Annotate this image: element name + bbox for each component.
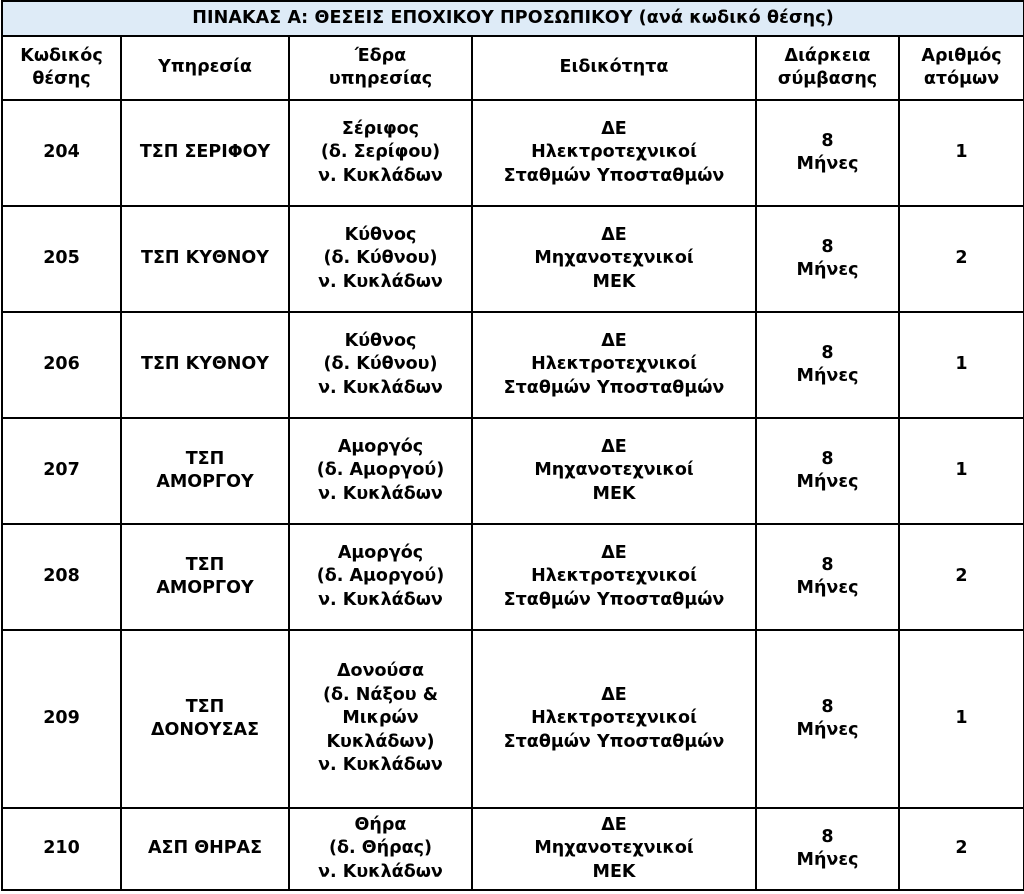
cell-seat-line: Κύθνος: [344, 330, 417, 351]
cell-seat-line: ν. Κυκλάδων: [318, 377, 443, 398]
cell-code: 204: [2, 100, 121, 206]
cell-seat-line: (δ. Θήρας): [328, 838, 433, 859]
cell-service-line: ΑΣΠ ΘΗΡΑΣ: [147, 838, 263, 859]
cell-duration-line: 8: [821, 236, 834, 257]
table-row: [2, 206, 1024, 312]
cell-seat-line: Αμοργός: [337, 436, 424, 457]
cell-specialty: [472, 524, 756, 630]
cell-specialty-line: Ηλεκτροτεχνικοί: [531, 566, 697, 587]
cell-specialty-line: ΔΕ: [601, 684, 627, 705]
cell-duration: [756, 418, 899, 524]
table-row: [2, 630, 1024, 808]
cell-specialty-line: ΜΕΚ: [592, 271, 636, 292]
cell-seat-line: Μικρών: [342, 708, 419, 729]
header-service: Υπηρεσία: [121, 36, 289, 100]
cell-service-line: ΤΣΠ: [185, 696, 225, 717]
cell-seat-line: ν. Κυκλάδων: [318, 755, 443, 776]
table-row: [2, 100, 1024, 206]
cell-service: [121, 808, 289, 890]
cell-specialty-line: Ηλεκτροτεχνικοί: [531, 354, 697, 375]
cell-seat-line: Κυκλάδων): [326, 731, 435, 752]
cell-specialty-line: Μηχανοτεχνικοί: [534, 460, 694, 481]
cell-seat-line: Δονούσα: [337, 661, 424, 682]
cell-code: 205: [2, 206, 121, 312]
cell-service: [121, 100, 289, 206]
cell-specialty: [472, 206, 756, 312]
cell-service: [121, 524, 289, 630]
cell-specialty-line: Σταθμών Υποσταθμών: [503, 377, 725, 398]
table-row: [2, 312, 1024, 418]
cell-seat-line: (δ. Αμοργού): [316, 460, 445, 481]
cell-duration-line: 8: [821, 342, 834, 363]
table-title: ΠΙΝΑΚΑΣ Α: ΘΕΣΕΙΣ ΕΠΟΧΙΚΟΥ ΠΡΟΣΩΠΙΚΟΥ (ανά κωδικό θέσης): [2, 1, 1024, 36]
cell-service-line: ΤΣΠ ΣΕΡΙΦΟΥ: [139, 142, 271, 163]
cell-duration: [756, 100, 899, 206]
cell-specialty-line: ΜΕΚ: [592, 861, 636, 882]
cell-specialty-line: Μηχανοτεχνικοί: [534, 248, 694, 269]
cell-seat: [289, 206, 472, 312]
table-row: [2, 808, 1024, 890]
cell-specialty-line: ΔΕ: [601, 330, 627, 351]
cell-specialty-line: Ηλεκτροτεχνικοί: [531, 142, 697, 163]
cell-duration-line: Μήνες: [796, 720, 859, 740]
cell-duration-line: 8: [821, 448, 834, 469]
cell-specialty: [472, 630, 756, 808]
table-row: [2, 524, 1024, 630]
cell-count: 1: [899, 418, 1024, 524]
cell-duration-line: 8: [821, 696, 834, 717]
cell-seat-line: Κύθνος: [344, 224, 417, 245]
cell-specialty: [472, 312, 756, 418]
cell-seat-line: (δ. Νάξου &: [323, 684, 438, 705]
cell-code: 206: [2, 312, 121, 418]
cell-duration: [756, 524, 899, 630]
cell-seat: [289, 524, 472, 630]
cell-duration-line: Μήνες: [796, 366, 859, 386]
cell-service: [121, 630, 289, 808]
header-count: Αριθμός ατόμων: [899, 36, 1024, 100]
cell-duration-line: Μήνες: [796, 260, 859, 280]
cell-duration-line: Μήνες: [796, 850, 859, 870]
header-seat: Έδρα υπηρεσίας: [289, 36, 472, 100]
cell-service-line: ΤΣΠ ΚΥΘΝΟΥ: [141, 354, 269, 375]
table-row: [2, 418, 1024, 524]
cell-duration-line: Μήνες: [796, 154, 859, 174]
cell-seat-line: Αμοργός: [337, 542, 424, 563]
cell-specialty-line: Σταθμών Υποσταθμών: [503, 165, 725, 186]
cell-code: 210: [2, 808, 121, 890]
cell-specialty: [472, 100, 756, 206]
cell-service-line: ΑΜΟΡΓΟΥ: [156, 578, 254, 598]
cell-seat-line: (δ. Σερίφου): [320, 142, 441, 163]
cell-specialty-line: ΔΕ: [601, 118, 627, 139]
cell-code: 209: [2, 630, 121, 808]
cell-specialty-line: Ηλεκτροτεχνικοί: [531, 708, 697, 729]
cell-count: 1: [899, 100, 1024, 206]
cell-specialty: [472, 418, 756, 524]
cell-count: 1: [899, 630, 1024, 808]
cell-service-line: ΤΣΠ: [185, 554, 225, 575]
cell-duration-line: 8: [821, 826, 834, 847]
cell-seat-line: (δ. Αμοργού): [316, 566, 445, 587]
cell-seat-line: ν. Κυκλάδων: [318, 165, 443, 186]
cell-service-line: ΔΟΝΟΥΣΑΣ: [150, 720, 260, 740]
cell-duration: [756, 206, 899, 312]
cell-code: 207: [2, 418, 121, 524]
cell-seat-line: ν. Κυκλάδων: [318, 271, 443, 292]
table-body: [2, 100, 1024, 890]
cell-duration: [756, 808, 899, 890]
cell-seat-line: Σέριφος: [341, 118, 420, 139]
cell-duration: [756, 630, 899, 808]
cell-service-line: ΤΣΠ: [185, 448, 225, 469]
cell-duration-line: 8: [821, 130, 834, 151]
cell-seat: [289, 100, 472, 206]
cell-duration-line: 8: [821, 554, 834, 575]
cell-specialty-line: ΜΕΚ: [592, 483, 636, 504]
cell-seat-line: (δ. Κύθνου): [323, 354, 438, 375]
cell-seat: [289, 418, 472, 524]
cell-seat: [289, 808, 472, 890]
cell-count: 2: [899, 206, 1024, 312]
header-code: Κωδικός θέσης: [2, 36, 121, 100]
cell-specialty-line: ΔΕ: [601, 436, 627, 457]
cell-duration-line: Μήνες: [796, 472, 859, 492]
cell-service: [121, 206, 289, 312]
cell-service-line: ΑΜΟΡΓΟΥ: [156, 472, 254, 492]
cell-seat-line: ν. Κυκλάδων: [318, 861, 443, 882]
cell-seat: [289, 630, 472, 808]
cell-count: 2: [899, 808, 1024, 890]
cell-seat-line: (δ. Κύθνου): [323, 248, 438, 269]
cell-service: [121, 418, 289, 524]
cell-specialty-line: Σταθμών Υποσταθμών: [503, 589, 725, 610]
cell-count: 2: [899, 524, 1024, 630]
cell-service-line: ΤΣΠ ΚΥΘΝΟΥ: [141, 248, 269, 269]
cell-specialty-line: ΔΕ: [601, 542, 627, 563]
header-row: [2, 36, 1024, 100]
cell-specialty: [472, 808, 756, 890]
cell-seat-line: Θήρα: [354, 814, 407, 835]
cell-seat-line: ν. Κυκλάδων: [318, 483, 443, 504]
cell-seat-line: ν. Κυκλάδων: [318, 589, 443, 610]
cell-specialty-line: ΔΕ: [601, 814, 627, 835]
header-specialty: Ειδικότητα: [472, 36, 756, 100]
positions-table: [1, 0, 1024, 891]
cell-duration: [756, 312, 899, 418]
cell-specialty-line: Μηχανοτεχνικοί: [534, 838, 694, 859]
cell-seat: [289, 312, 472, 418]
cell-code: 208: [2, 524, 121, 630]
cell-specialty-line: Σταθμών Υποσταθμών: [503, 731, 725, 752]
cell-service: [121, 312, 289, 418]
header-duration: Διάρκεια σύμβασης: [756, 36, 899, 100]
cell-count: 1: [899, 312, 1024, 418]
cell-duration-line: Μήνες: [796, 578, 859, 598]
cell-specialty-line: ΔΕ: [601, 224, 627, 245]
